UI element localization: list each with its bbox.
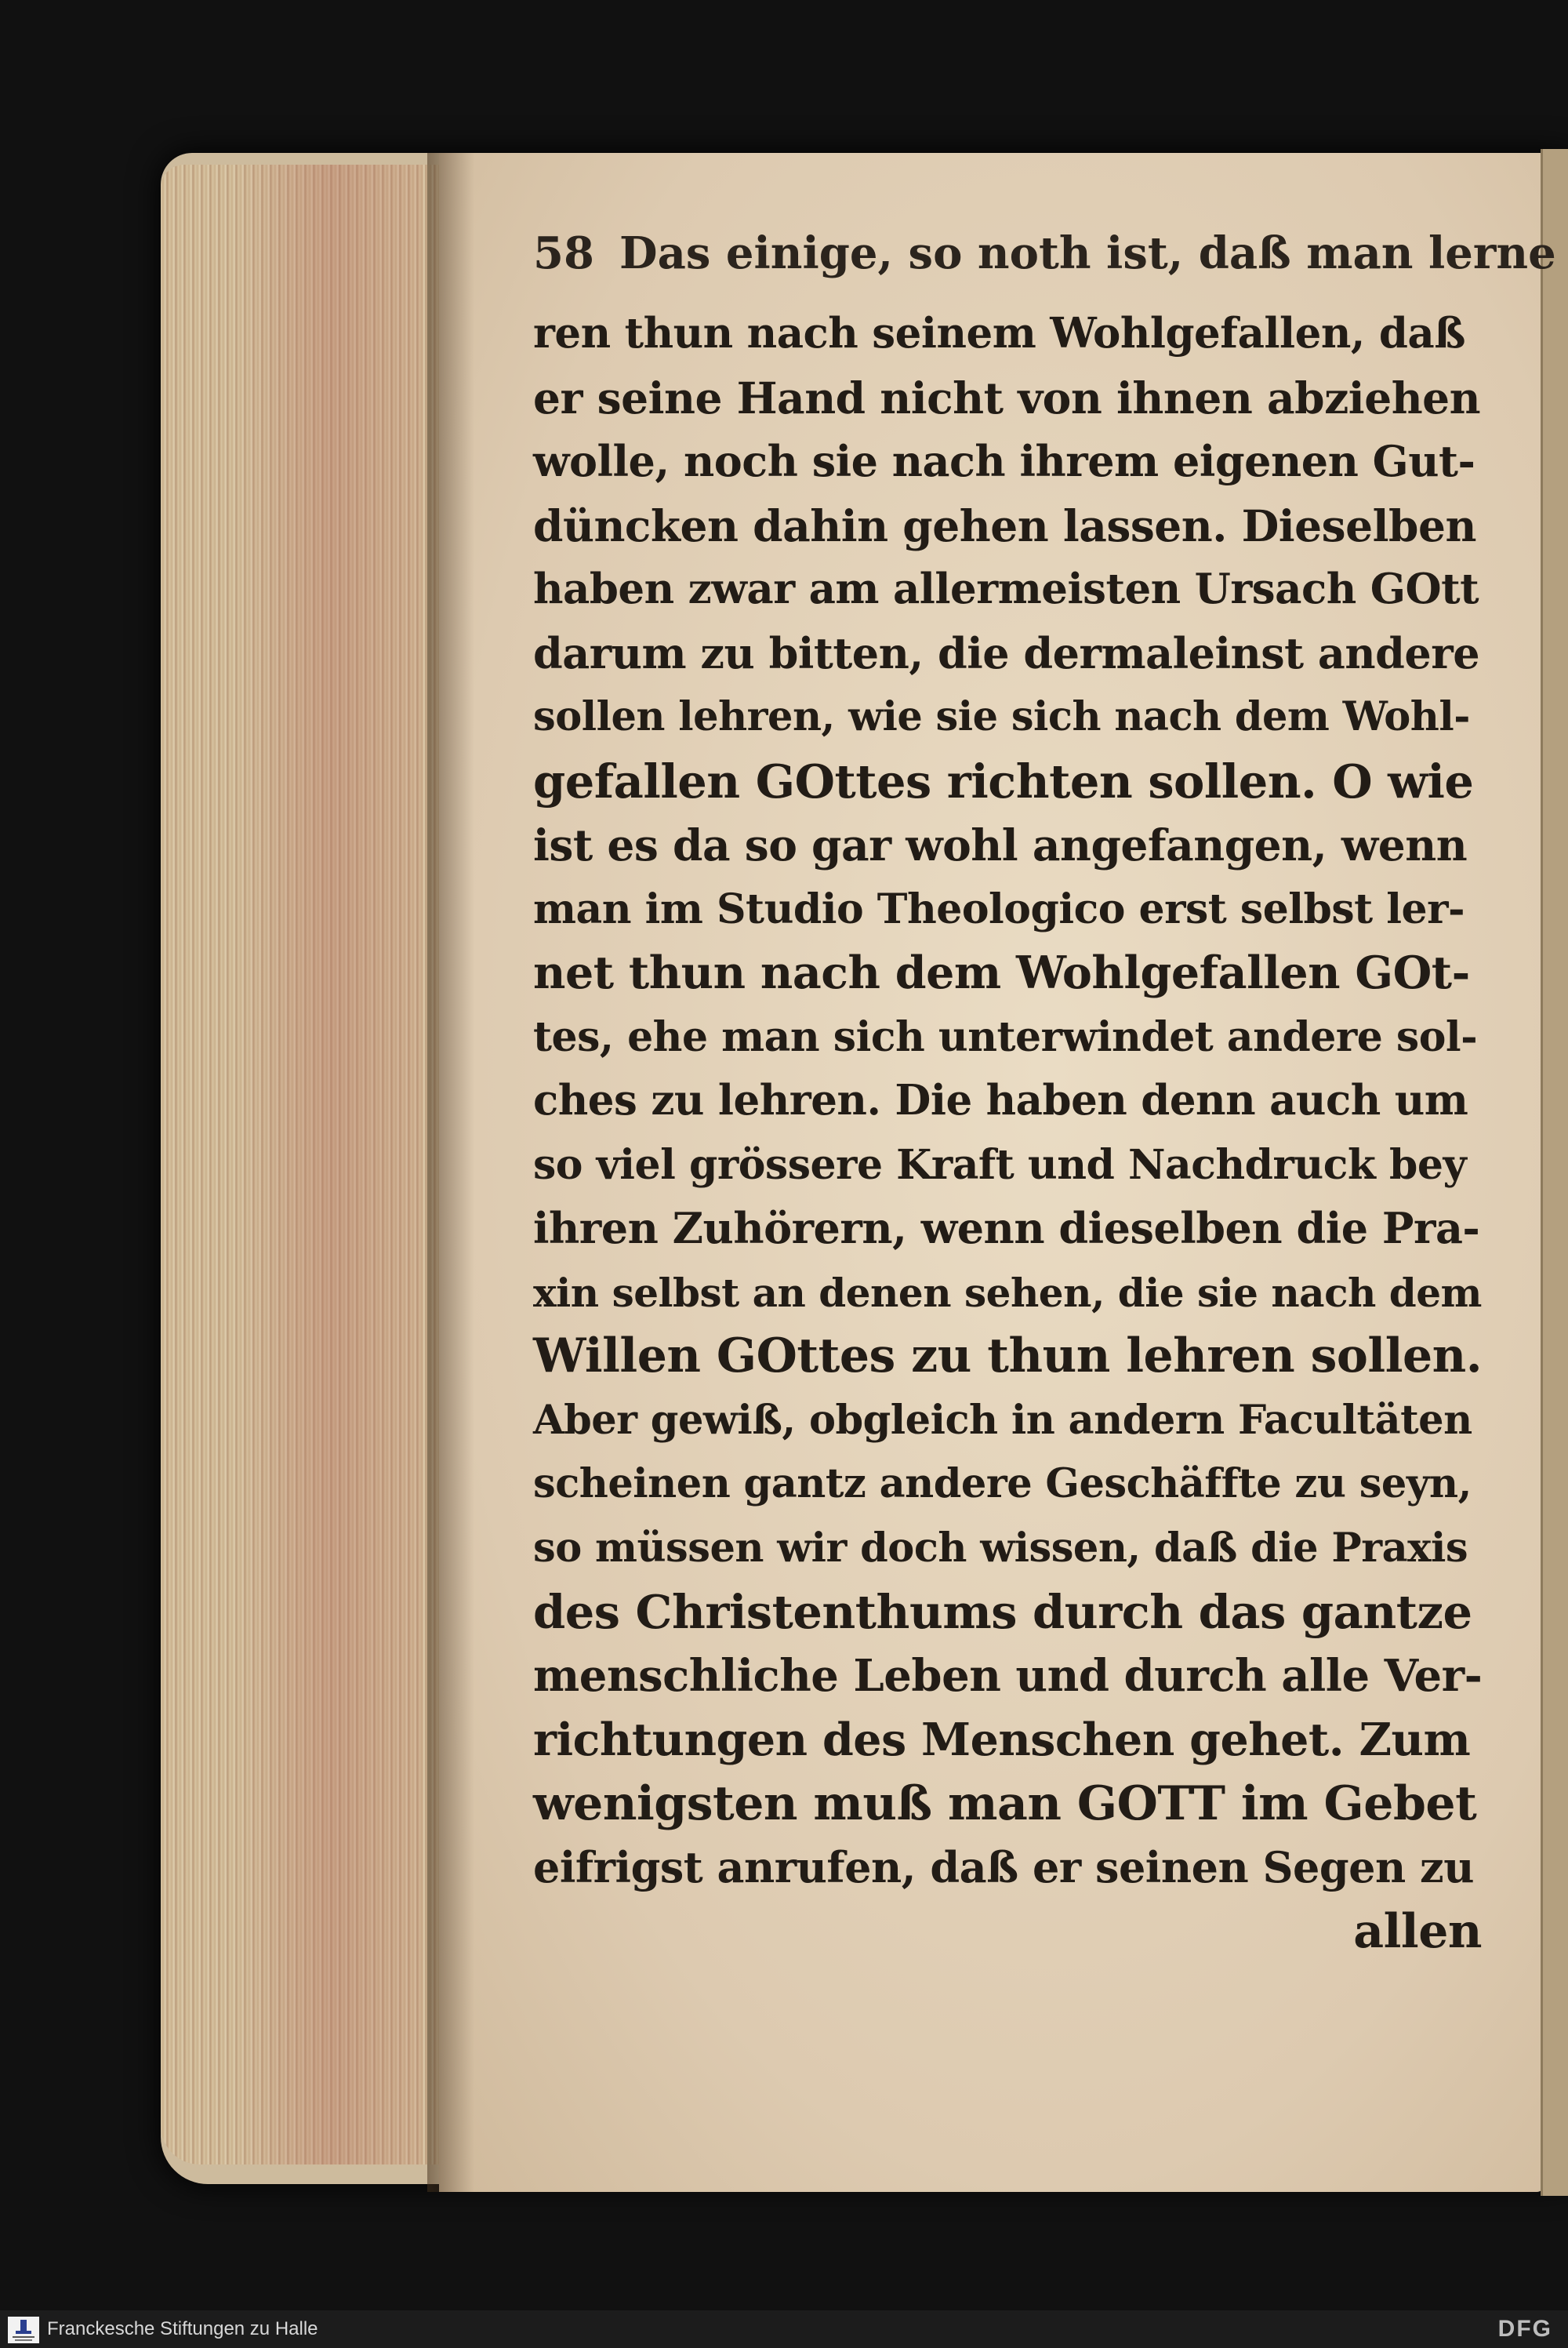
text-line: so müssen wir doch wissen, daß die Praxis [533,1524,1468,1572]
text-line: düncken dahin gehen lassen. Dieselben [533,500,1476,551]
text-line: man im Studio Theologico erst selbst ler- [533,885,1465,933]
text-line: ist es da so gar wohl angefangen, wenn [533,820,1468,871]
text-line: wenigsten muß man GOTT im Gebet [533,1776,1477,1831]
text-line: so viel grössere Kraft und Nachdruck bey [533,1140,1467,1189]
body-text [533,302,1482,1964]
page-number: 58 [533,227,594,279]
page-edge-stain [235,165,423,2164]
holding-institution: Franckesche Stiftungen zu Halle [47,2318,318,2339]
gutter-shadow [427,153,474,2192]
text-line: ren thun nach seinem Wohlgefallen, daß [533,309,1466,358]
text-line: darum zu bitten, die dermaleinst andere [533,627,1480,678]
footer-bar [0,2310,1568,2348]
text-line: xin selbst an denen sehen, die sie nach dem [533,1269,1482,1316]
text-line: richtungen des Menschen gehet. Zum [533,1714,1471,1766]
funder-logo-text: DFG [1497,2316,1552,2342]
text-line: er seine Hand nicht von ihnen abziehen [533,372,1481,423]
text-line: ches zu lehren. Die haben denn auch um [533,1076,1468,1125]
text-line: menschliche Leben und durch alle Ver- [533,1649,1483,1702]
text-line: scheinen gantz andere Geschäffte zu seyn, [533,1460,1472,1507]
institution-emblem-icon [8,2317,39,2343]
text-line: sollen lehren, wie sie sich nach dem Wohl- [533,693,1470,740]
text-line: eifrigst anrufen, daß er seinen Segen zu [533,1842,1474,1892]
text-line: net thun nach dem Wohlgefallen GOt- [533,947,1470,999]
text-line: tes, ehe man sich unterwindet andere sol- [533,1012,1478,1061]
catchword: allen [1353,1903,1482,1959]
running-head [533,227,1556,298]
text-line: wolle, noch sie nach ihrem eigenen Gut- [533,436,1475,486]
text-line: gefallen GOttes richten sollen. O wie [533,754,1474,809]
text-line: Aber gewiß, obgleich in andern Facultäten [533,1396,1472,1444]
text-line: haben zwar am allermeisten Ursach GOtt [533,565,1479,613]
text-line: des Christenthums durch das gantze [533,1585,1472,1639]
text-line: ihren Zuhörern, wenn dieselben die Pra- [533,1203,1480,1253]
text-line: Willen GOttes zu thun lehren sollen. [533,1328,1483,1383]
running-head-title: Das einige, so noth ist, daß man lerne [619,227,1556,279]
facing-page-edge [1541,149,1568,2196]
